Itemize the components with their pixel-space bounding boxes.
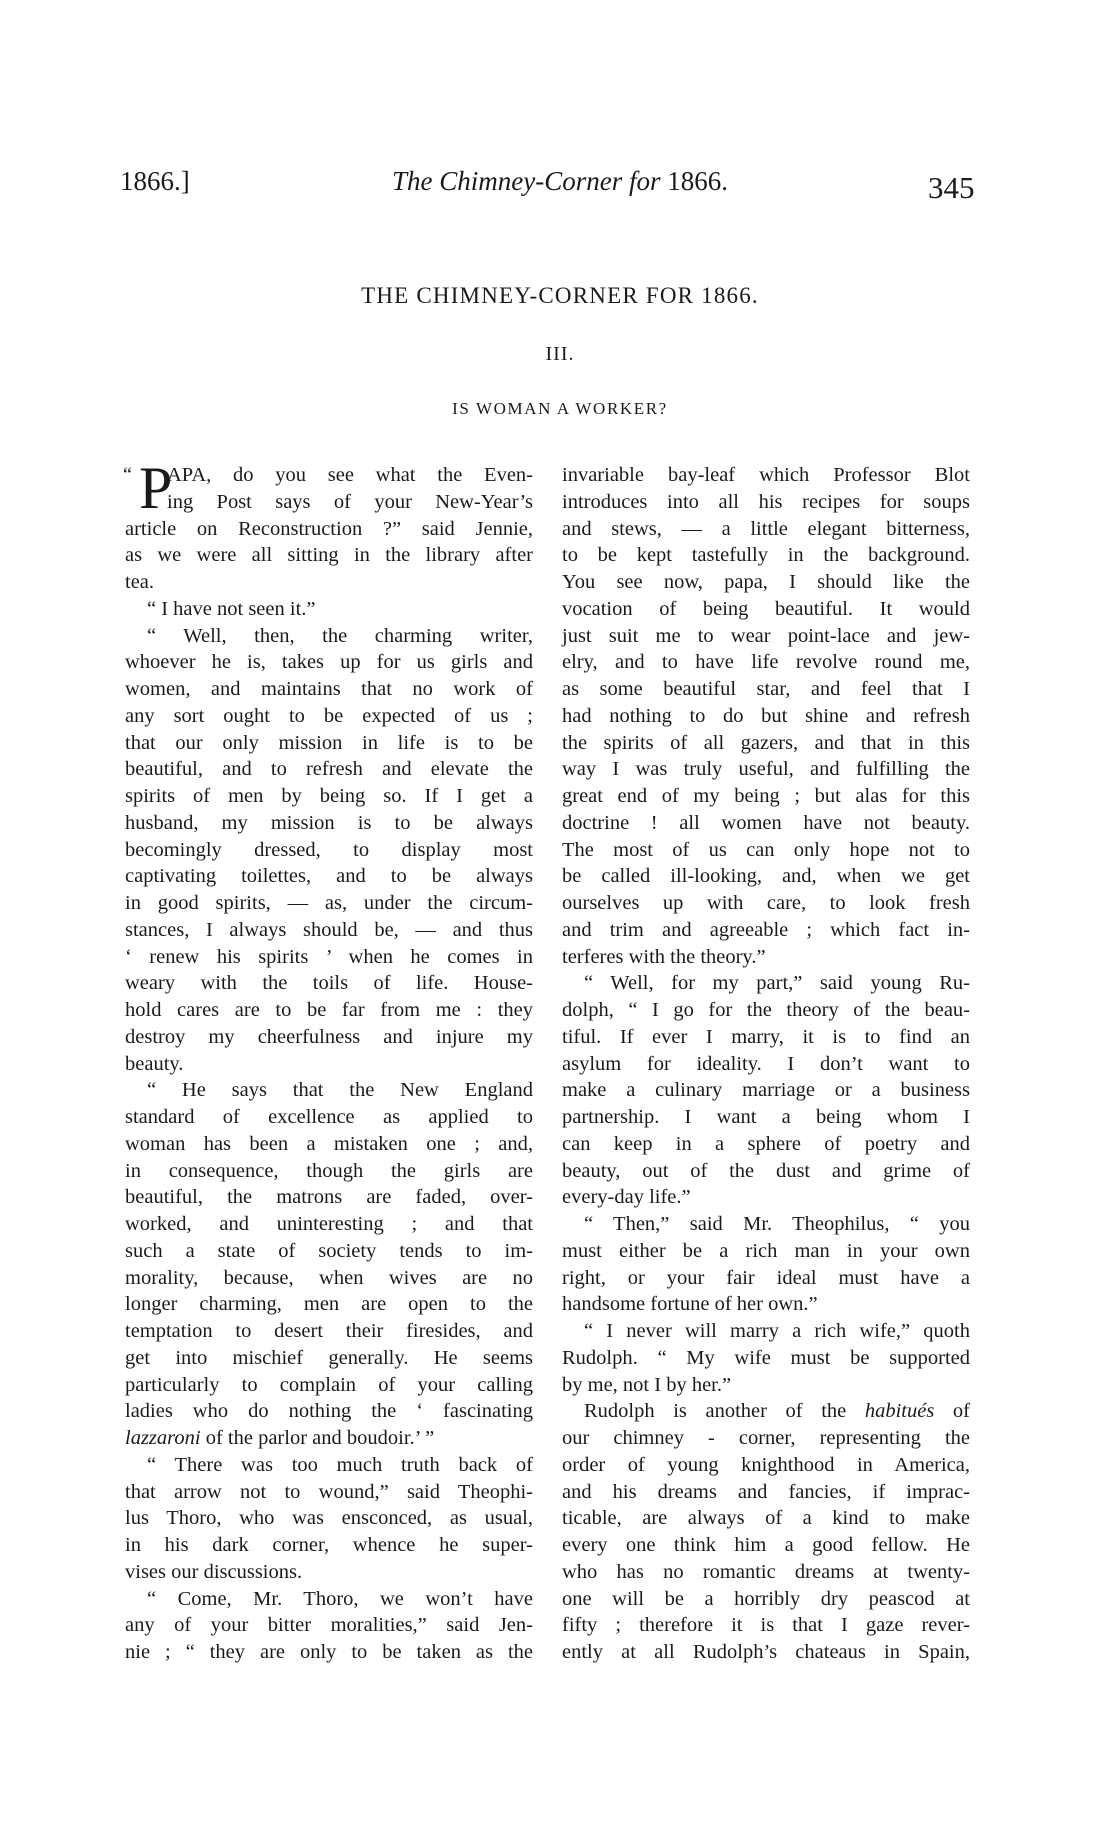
- text-line: fifty ; therefore it is that I gaze rever-: [562, 1614, 970, 1637]
- text-line: nie ; “ they are only to be taken as the: [125, 1641, 533, 1663]
- text-line: stances, I always should be, — and thus: [125, 918, 533, 941]
- drop-cap-quote: “: [123, 464, 132, 486]
- text-line: standard of excellence as applied to: [125, 1106, 533, 1128]
- text-line: “ Then,” said Mr. Theophilus, “ you: [584, 1213, 970, 1235]
- text-line: tiful. If ever I marry, it is to find an: [562, 1025, 970, 1048]
- text-line: every one think him a good fellow. He: [562, 1534, 970, 1556]
- text-line: “ I never will marry a rich wife,” quoth: [584, 1320, 970, 1342]
- text-line: temptation to desert their firesides, and: [125, 1320, 533, 1342]
- text-line: dolph, “ I go for the theory of the beau-: [562, 999, 970, 1021]
- text-line: ourselves up with care, to look fresh: [562, 892, 970, 914]
- text-line-mixed: [562, 1398, 970, 1425]
- text-line: and trim and agreeable ; which fact in-: [562, 918, 970, 941]
- text-line: “ Come, Mr. Thoro, we won’t have: [147, 1587, 533, 1610]
- text-line: had nothing to do but shine and refresh: [562, 704, 970, 727]
- text-line: weary with the toils of life. House-: [125, 972, 533, 995]
- text-line: that our only mission in life is to be: [125, 731, 533, 754]
- text-line: right, or your fair ideal must have a: [562, 1266, 970, 1289]
- left-column: [123, 455, 533, 1666]
- running-head-date: 1866.]: [120, 166, 190, 196]
- text-line: in consequence, though the girls are: [125, 1159, 533, 1182]
- running-head-title-year: 1866.: [667, 166, 728, 196]
- text-line: handsome fortune of her own.”: [562, 1293, 818, 1316]
- text-span: Rudolph is another of the: [584, 1400, 865, 1423]
- text-line: ladies who do nothing the ‘ fascinating: [125, 1400, 533, 1423]
- text-line: husband, my mission is to be always: [125, 811, 533, 834]
- page-number: 345: [928, 170, 975, 205]
- text-line: just suit me to wear point-lace and jew-: [562, 624, 970, 647]
- text-line: by me, not I by her.”: [562, 1373, 732, 1396]
- text-line: morality, because, when wives are no: [125, 1266, 533, 1289]
- text-line: that arrow not to wound,” said Theophi-: [125, 1480, 533, 1503]
- text-line: in good spirits, — as, under the circum-: [125, 892, 533, 914]
- text-line: terferes with the theory.”: [562, 945, 766, 968]
- text-line: “ There was too much truth back of: [147, 1453, 533, 1476]
- text-line: “ Well, for my part,” said young Ru-: [584, 972, 970, 995]
- text-line: the spirits of all gazers, and that in this: [562, 731, 970, 754]
- text-line: great end of my being ; but alas for this: [562, 785, 970, 807]
- text-line: article on Reconstruction ?” said Jennie,: [125, 517, 533, 540]
- text-line: lus Thoro, who was ensconced, as usual,: [125, 1507, 533, 1530]
- text-line: hold cares are to be far from me : they: [125, 999, 533, 1021]
- text-line: women, and maintains that no work of: [125, 678, 533, 700]
- text-line: “ I have not seen it.”: [147, 597, 316, 620]
- text-line: asylum for ideality. I don’t want to: [562, 1052, 970, 1075]
- text-line: every-day life.”: [562, 1186, 691, 1209]
- text-line: to be kept tastefully in the background.: [562, 544, 970, 567]
- text-line: as some beautiful star, and feel that I: [562, 678, 970, 700]
- text-line: worked, and uninteresting ; and that: [125, 1213, 533, 1235]
- article-subtitle: IS WOMAN A WORKER?: [452, 399, 668, 418]
- text-line: whoever he is, takes up for us girls and: [125, 651, 533, 674]
- text-line: who has no romantic dreams at twenty-: [562, 1560, 970, 1583]
- text-line: doctrine ! all women have not beauty.: [562, 811, 970, 834]
- text-span: of: [934, 1400, 970, 1423]
- running-head-title-italic: The Chimney-Corner for: [392, 166, 661, 196]
- text-line: Rudolph. “ My wife must be supported: [562, 1346, 970, 1369]
- text-line: in his dark corner, whence he super-: [125, 1534, 533, 1556]
- text-line: beautiful, the matrons are faded, over-: [125, 1186, 533, 1209]
- text-line: make a culinary marriage or a business: [562, 1079, 970, 1102]
- text-line: one will be a horribly dry peascod at: [562, 1587, 970, 1610]
- text-line: can keep in a sphere of poetry and: [562, 1132, 970, 1155]
- text-line: our chimney - corner, representing the: [562, 1427, 970, 1449]
- text-line: longer charming, men are open to the: [125, 1293, 533, 1316]
- text-line: elry, and to have life revolve round me,: [562, 651, 970, 674]
- text-line: “ He says that the New England: [147, 1079, 533, 1102]
- text-line: order of young knighthood in America,: [562, 1453, 970, 1476]
- text-line: You see now, papa, I should like the: [562, 571, 970, 593]
- text-line: ing Post says of your New-Year’s: [167, 490, 533, 513]
- text-line: any sort ought to be expected of us ;: [125, 704, 533, 727]
- text-line: any of your bitter moralities,” said Jen-: [125, 1614, 533, 1637]
- text-line: and stews, — a little elegant bitterness,: [562, 517, 970, 540]
- text-line: spirits of men by being so. If I get a: [125, 785, 533, 807]
- text-line: “ Well, then, the charming writer,: [147, 624, 533, 647]
- text-line: be called ill-looking, and, when we get: [562, 865, 970, 888]
- text-line: get into mischief generally. He seems: [125, 1346, 533, 1369]
- text-line: partnership. I want a being whom I: [562, 1106, 970, 1128]
- text-line: APA, do you see what the Even-: [167, 464, 533, 486]
- text-line: ently at all Rudolph’s chateaus in Spain,: [562, 1641, 970, 1663]
- running-head: [0, 160, 1120, 205]
- text-line: beauty, out of the dust and grime of: [562, 1159, 970, 1182]
- text-line: ‘ renew his spirits ’ when he comes in: [125, 945, 533, 968]
- text-line: destroy my cheerfulness and injure my: [125, 1025, 533, 1048]
- text-line: The most of us can only hope not to: [562, 838, 970, 861]
- text-line: vises our discussions.: [125, 1560, 303, 1583]
- text-line: invariable bay-leaf which Professor Blot: [562, 464, 970, 486]
- text-line: beautiful, and to refresh and elevate the: [125, 758, 533, 781]
- text-span: of the parlor and boudoir.’ ”: [200, 1427, 435, 1449]
- text-line: introduces into all his recipes for soups: [562, 490, 970, 513]
- text-line: ticable, are always of a kind to make: [562, 1507, 970, 1530]
- text-line: as we were all sitting in the library after: [125, 544, 533, 567]
- text-line: tea.: [125, 571, 155, 593]
- text-line: and his dreams and fancies, if imprac-: [562, 1480, 970, 1503]
- article-title: THE CHIMNEY-CORNER FOR 1866.: [361, 283, 759, 308]
- text-line: particularly to complain of your calling: [125, 1373, 533, 1396]
- text-line: way I was truly useful, and fulfilling the: [562, 758, 970, 781]
- text-line: captivating toilettes, and to be always: [125, 865, 533, 888]
- text-line: vocation of being beautiful. It would: [562, 597, 970, 620]
- text-line: beauty.: [125, 1052, 184, 1075]
- text-line: woman has been a mistaken one ; and,: [125, 1132, 533, 1155]
- italic-term: lazzaroni: [125, 1427, 201, 1449]
- right-column: [562, 462, 970, 1666]
- text-line: must either be a rich man in your own: [562, 1239, 970, 1262]
- text-line: becomingly dressed, to display most: [125, 838, 533, 861]
- text-line: such a state of society tends to im-: [125, 1239, 533, 1262]
- drop-cap-letter: P: [139, 455, 173, 521]
- italic-term: habitués: [864, 1400, 935, 1423]
- text-line-mixed: [125, 1425, 533, 1452]
- article-part-number: III.: [545, 343, 575, 365]
